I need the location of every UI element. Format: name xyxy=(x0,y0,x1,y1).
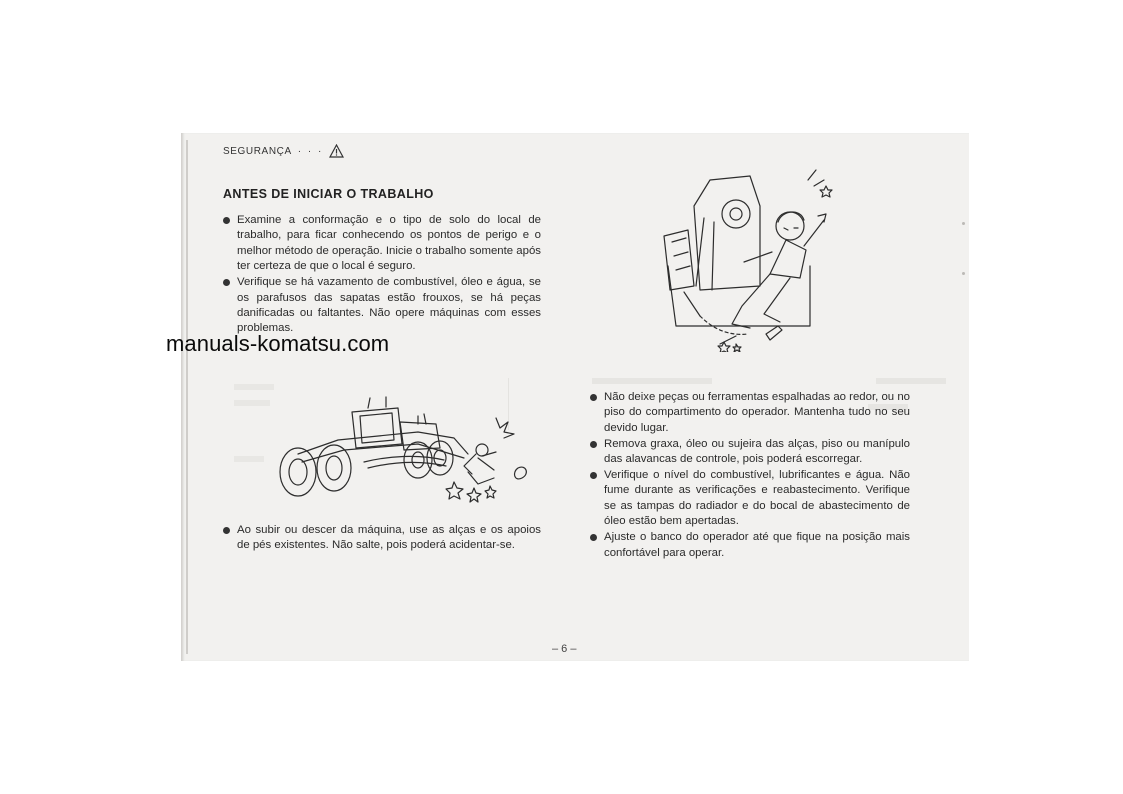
bullet-icon xyxy=(223,217,230,224)
list-item xyxy=(590,390,910,436)
scan-speck xyxy=(962,272,965,275)
bullet-icon xyxy=(223,527,230,534)
page-spine xyxy=(186,140,188,654)
list-item xyxy=(590,530,910,561)
list-item xyxy=(223,213,541,275)
section-header xyxy=(223,144,344,158)
scan-speck xyxy=(962,222,965,225)
page-title: ANTES DE INICIAR O TRABALHO xyxy=(223,187,434,201)
section-label: SEGURANÇA xyxy=(223,145,292,157)
list-item-text: Examine a conformação e o tipo de solo do local de trabalho, para ficar conhecendo os pontos de perigo e o melhor método de operação. Inicie o trabalho somente após ter certeza de que o local é seguro. xyxy=(237,214,541,273)
list-item xyxy=(590,468,910,530)
left-bullet-list xyxy=(223,213,541,337)
list-item-text: Ao subir ou descer da máquina, use as alças e os apoios de pés existentes. Não salte, pois poderá acidentar-se. xyxy=(237,524,541,552)
bullet-icon xyxy=(223,279,230,286)
bullet-icon xyxy=(590,472,597,479)
bullet-icon xyxy=(590,534,597,541)
header-dots: · · · xyxy=(297,145,324,157)
warning-triangle-icon xyxy=(329,144,344,158)
worker-tripping-illustration xyxy=(640,166,840,352)
right-bullet-list xyxy=(590,390,910,561)
list-item xyxy=(223,523,541,554)
list-item xyxy=(590,437,910,468)
motor-grader-illustration xyxy=(268,392,540,510)
list-item-text: Não deixe peças ou ferramentas espalhadas ao redor, ou no piso do compartimento do operador. Mantenha tudo no seu devido lugar. xyxy=(604,391,910,434)
list-item-text: Ajuste o banco do operador até que fique na posição mais confortável para operar. xyxy=(604,531,910,559)
watermark: manuals-komatsu.com xyxy=(166,331,390,356)
list-item-text: Remova graxa, óleo ou sujeira das alças, piso ou manípulo das alavancas de controle, pois poderá escorregar. xyxy=(604,437,910,466)
bullet-icon xyxy=(590,441,597,448)
list-item xyxy=(223,275,541,337)
list-item-text: Verifique o nível do combustível, lubrificantes e água. Não fume durante as verificações e reabastecimento. Verifique se as tampas do radiador e do bocal de abastecimento de óleo estão bem apertadas. xyxy=(604,469,910,528)
list-item-text: Verifique se há vazamento de combustível, óleo e água, se os parafusos das sapatas estão frouxos, se há peças danificadas ou faltantes. Não opere máquinas com esses problemas. xyxy=(237,276,541,335)
left-bottom-bullet-list xyxy=(223,523,541,554)
page-number: – 6 – xyxy=(552,643,577,655)
bullet-icon xyxy=(590,394,597,401)
